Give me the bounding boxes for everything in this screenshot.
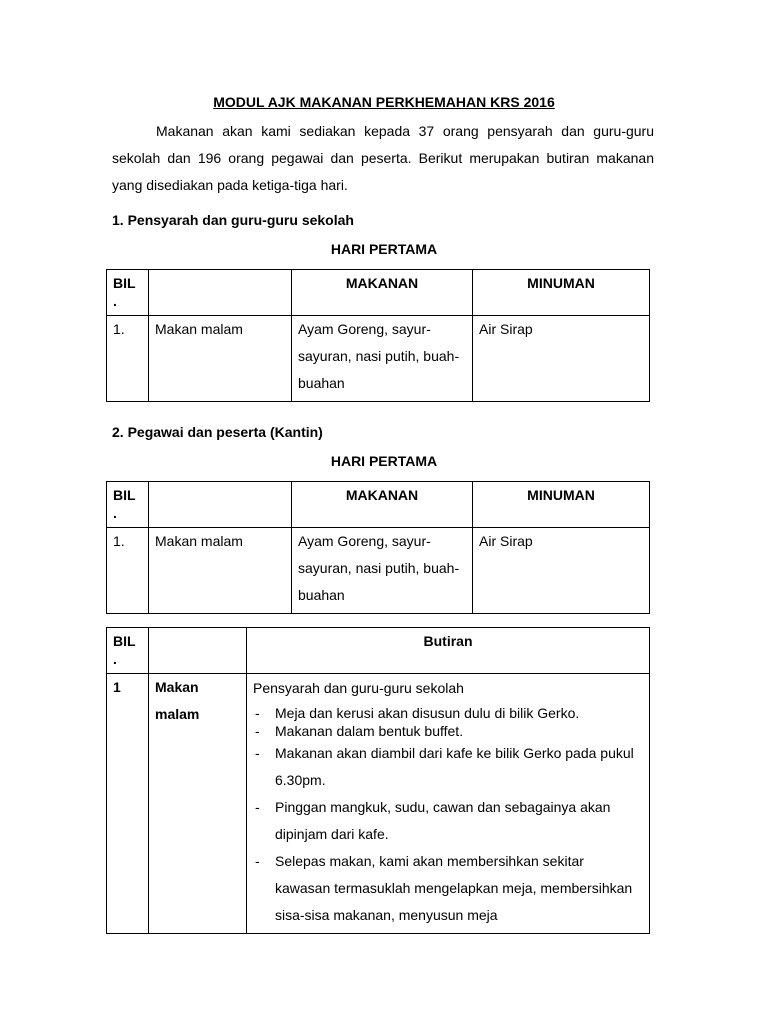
header-bil: BIL . [107, 628, 149, 674]
table-row [107, 528, 650, 614]
intro-text: Makanan akan kami sediakan kepada 37 orang pensyarah dan guru-guru sekolah dan 196 orang pegawai dan peserta. Berikut merupakan butiran makanan yang disediakan pada ketiga-tiga hari. [112, 123, 654, 193]
header-butiran: Butiran [247, 628, 650, 674]
header-bil: BIL . [107, 482, 149, 528]
list-item: - Makanan akan diambil dari kafe ke bilik Gerko pada pukul 6.30pm. [253, 740, 643, 794]
detail-group-heading: Pensyarah dan guru-guru sekolah [253, 680, 464, 696]
detail-list [253, 704, 643, 929]
section1-day: HARI PERTAMA [330, 241, 438, 257]
section1-table [106, 269, 650, 402]
section1-heading: 1. Pensyarah dan guru-guru sekolah [112, 212, 354, 228]
header-minuman: MINUMAN [473, 270, 650, 316]
cell-bil: 1 [107, 674, 149, 934]
table-header-row [107, 482, 650, 528]
list-item: - Pinggan mangkuk, sudu, cawan dan sebagainya akan dipinjam dari kafe. [253, 794, 643, 848]
table-header-row [107, 270, 650, 316]
cell-meal: Makan malam [149, 528, 292, 614]
section2-heading: 2. Pegawai dan peserta (Kantin) [112, 424, 323, 440]
header-bil: BIL . [107, 270, 149, 316]
details-table [106, 627, 650, 934]
header-blank [149, 628, 247, 674]
cell-food: Ayam Goreng, sayur-sayuran, nasi putih, buah-buahan [292, 316, 473, 402]
header-makanan: MAKANAN [292, 270, 473, 316]
section2-day: HARI PERTAMA [330, 453, 438, 469]
list-item: - Selepas makan, kami akan membersihkan sekitar kawasan termasuklah mengelapkan meja, membersihkan sisa-sisa makanan, menyusun meja [253, 848, 643, 929]
header-minuman: MINUMAN [473, 482, 650, 528]
list-item: - Makanan dalam bentuk buffet. [253, 722, 643, 740]
cell-bil: 1. [107, 316, 149, 402]
cell-drink: Air Sirap [473, 316, 650, 402]
cell-bil: 1. [107, 528, 149, 614]
table-row [107, 316, 650, 402]
cell-drink: Air Sirap [473, 528, 650, 614]
header-makanan: MAKANAN [292, 482, 473, 528]
list-item: - Meja dan kerusi akan disusun dulu di bilik Gerko. [253, 704, 643, 722]
cell-food: Ayam Goreng, sayur-sayuran, nasi putih, buah-buahan [292, 528, 473, 614]
intro-paragraph [112, 118, 654, 199]
cell-meal: Makan malam [149, 674, 247, 934]
section2-table [106, 481, 650, 614]
header-blank [149, 270, 292, 316]
cell-meal: Makan malam [149, 316, 292, 402]
table-header-row [107, 628, 650, 674]
cell-butiran [247, 674, 650, 934]
header-blank [149, 482, 292, 528]
document-title: MODUL AJK MAKANAN PERKHEMAHAN KRS 2016 [213, 94, 555, 110]
table-row [107, 674, 650, 934]
